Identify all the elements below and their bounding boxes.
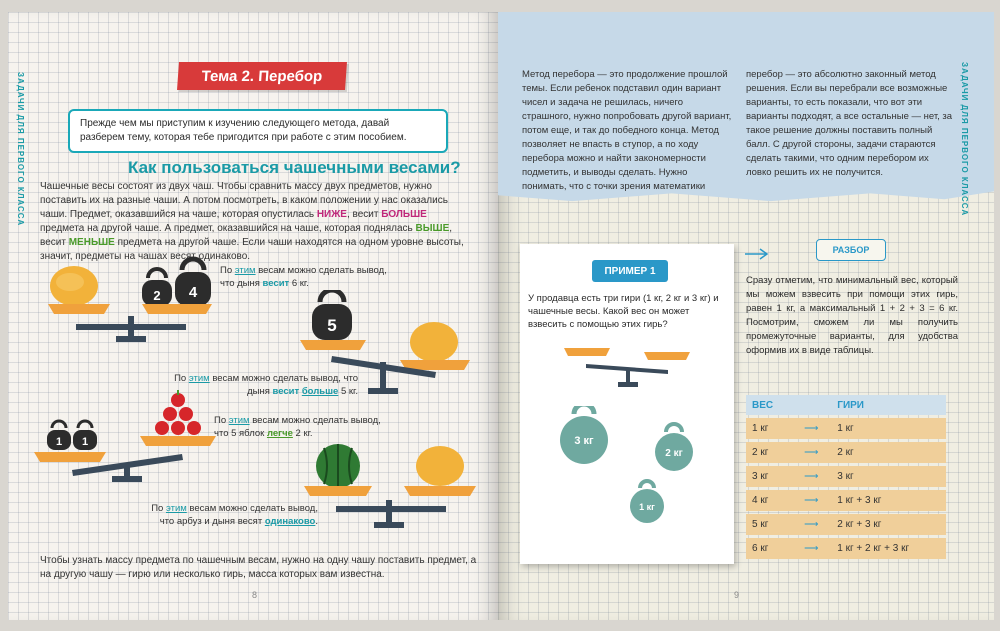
arrow-right-icon: ⟶ (791, 442, 831, 463)
example-tag: ПРИМЕР 1 (592, 260, 668, 282)
example-card (520, 244, 734, 564)
kettlebell-icon (47, 421, 71, 450)
weights-illustration (560, 406, 730, 546)
melon-icon (416, 446, 464, 486)
table-header: ГИРИ (831, 395, 946, 415)
weight-label: 3 кг (574, 435, 594, 447)
kettlebell-label: 4 (188, 284, 198, 301)
side-label: ЗАДАЧИ ДЛЯ ПЕРВОГО КЛАССА (16, 72, 25, 227)
weight-label: 2 кг (665, 448, 683, 459)
table-row: 2 кг ⟶ 2 кг (746, 442, 946, 463)
caption-2: По этим весам можно сделать вывод, что дыня весит больше 5 кг. (174, 373, 358, 397)
weight-icon (630, 481, 664, 523)
scale-icon (48, 304, 212, 342)
table-row: 6 кг ⟶ 1 кг + 2 кг + 3 кг (746, 538, 946, 559)
kettlebell-icon (175, 259, 211, 306)
arrow-right-icon: ⟶ (791, 490, 831, 511)
text-column-2: перебор — это абсолютно законный метод решения. Если вы перебрали все возможные варианты, то есть показали, что вот эти варианты подходят, а все остальные — нет, за такое решение должны поставить полный балл. С другой стороны, задачи стараются сделать такими, что одним перебором их ловко решить их не получится. (746, 69, 953, 178)
side-label: ЗАДАЧИ ДЛЯ ПЕРВОГО КЛАССА (960, 62, 969, 217)
kettlebell-label: 2 (153, 288, 161, 303)
apple-icon (155, 390, 201, 435)
arrow-right-icon: ⟶ (791, 418, 831, 439)
arrow-right-icon: ⟶ (791, 466, 831, 487)
section-heading: Как пользоваться чашечными весами? (128, 158, 461, 177)
topic-title: Тема 2. Перебор (177, 62, 347, 90)
table-row: 1 кг ⟶ 1 кг (746, 418, 946, 439)
caption-1: По этим весам можно сделать вывод, что дыня весит 6 кг. (220, 265, 387, 289)
watermelon-icon (316, 444, 360, 488)
razbor-tag: РАЗБОР (816, 239, 886, 261)
weights-table (746, 392, 946, 562)
kettlebell-icon (73, 421, 97, 450)
bottom-paragraph: Чтобы узнать массу предмета по чашечным весам, нужно на одну чашу поставить предмет, а на другую чашу — гирю или несколько гирь, масса которых вам известна. (40, 555, 477, 580)
page-number: 9 (734, 590, 740, 600)
table-row: 5 кг ⟶ 2 кг + 3 кг (746, 514, 946, 535)
melon-icon (410, 322, 458, 362)
scale-illustration-3 (32, 384, 222, 484)
kettlebell-label: 5 (327, 316, 337, 335)
kettlebell-icon (312, 290, 352, 340)
kettlebell-label: 1 (81, 436, 89, 448)
left-page (8, 12, 498, 620)
caption-3: По этим весам можно сделать вывод, что 5 яблок легче 2 кг. (214, 415, 381, 439)
table-header: ВЕС (746, 395, 791, 415)
table-row: 4 кг ⟶ 1 кг + 3 кг (746, 490, 946, 511)
arrow-right-icon: ⟶ (791, 538, 831, 559)
right-page (498, 12, 994, 620)
weight-icon (655, 424, 693, 471)
scale-illustration-1 (36, 254, 216, 344)
example-text: У продавца есть три гири (1 кг, 2 кг и 3 кг) и чашечные весы. Какой вес он может взвесить с помощью этих гирь? (528, 293, 719, 330)
razbor-text: Сразу отметим, что минимальный вес, который мы можем взвесить при помощи этих гирь, равен 1 кг, а максимальный 1 + 2 + 3 = 6 кг. Посмотрим, сможем ли мы получить промежуточные варианты, для удобства оформив их в виде таблицы. (746, 275, 958, 356)
arrow-right-icon (744, 248, 770, 260)
table-row: 3 кг ⟶ 3 кг (746, 466, 946, 487)
scale-icon (560, 340, 700, 390)
weight-label: 1 кг (639, 502, 655, 512)
kettlebell-label: 1 (55, 436, 63, 448)
arrow-right-icon: ⟶ (791, 514, 831, 535)
scale-illustration-4 (300, 444, 480, 536)
scales-paragraph: Чашечные весы состоят из двух чаш. Чтобы сравнить массу двух предметов, нужно поставить их на разные чаши. А потом посмотреть, в каком положении у нас оказались чаши. Предмет, оказавшийся на чаше, которая опустилась НИЖЕ, весит БОЛЬШЕ предмета на другой чаше. А предмет, оказавшийся на чаше, которая поднялась ВЫШЕ, весит МЕНЬШЕ предмета на другой чаше. Если чаши находятся на одном уровне высоты, значит, предметы на чашах весят одинаково. (40, 181, 464, 262)
scale-icon (304, 486, 476, 528)
kettlebell-icon (142, 269, 172, 306)
weight-icon (560, 406, 608, 464)
table-header (791, 395, 831, 415)
text-column-1: Метод перебора — это продолжение прошлой темы. Если ребенок подставил один вариант чисел и задача не решилась, ничего страшного, нужно попробовать другой вариант, потом еще, и так до победного конца. Метод позволяет не впасть в ступор, а по ходу перебора можно и найти закономерности подметить, и выводы сделать. Нужно понимать, что с точки зрения математики (522, 69, 732, 192)
caption-4: По этим весам можно сделать вывод, что арбуз и дыня весят одинаково. (151, 503, 318, 527)
intro-box: Прежде чем мы приступим к изучению следующего метода, давай разберем тему, которая тебе пригодится при работе с этим пособием. (68, 109, 448, 153)
melon-icon (50, 266, 98, 306)
page-number: 8 (252, 590, 258, 600)
